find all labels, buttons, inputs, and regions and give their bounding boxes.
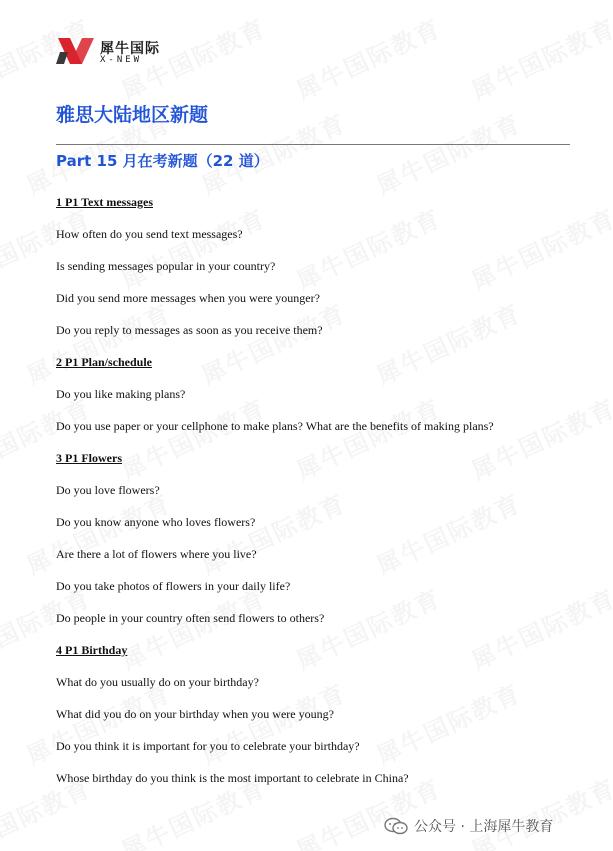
- brand-logo: [56, 36, 176, 70]
- question-item: Do people in your country often send flowers to others?: [56, 611, 325, 625]
- question-item: Do you reply to messages as soon as you receive them?: [56, 323, 323, 337]
- x-new-logo-icon: [56, 36, 96, 66]
- question-item: Do you know anyone who loves flowers?: [56, 515, 256, 529]
- watermark-text: [290, 9, 446, 107]
- footer-text: 公众号 · 上海犀牛教育: [414, 819, 554, 835]
- question-item: What do you usually do on your birthday?: [56, 675, 259, 689]
- question-item: Do you love flowers?: [56, 483, 160, 497]
- logo-english-name: X-NEW: [100, 55, 143, 65]
- question-item: Did you send more messages when you were younger?: [56, 291, 320, 305]
- watermark-text: [465, 9, 613, 107]
- wechat-icon: [384, 817, 408, 835]
- footer-attribution: [384, 815, 604, 837]
- part-heading: Part 15 月在考新题（22 道）: [56, 152, 269, 170]
- question-item: What did you do on your birthday when you were young?: [56, 707, 334, 721]
- logo-chinese-name: 犀牛国际: [100, 41, 160, 57]
- section-heading: 3 P1 Flowers: [56, 451, 122, 465]
- question-item: Are there a lot of flowers where you live?: [56, 547, 257, 561]
- page-title: 雅思大陆地区新题: [56, 104, 209, 126]
- question-item: Whose birthday do you think is the most important to celebrate in China?: [56, 771, 409, 785]
- question-item: Do you use paper or your cellphone to make plans? What are the benefits of making plans?: [56, 419, 494, 433]
- question-item: Do you take photos of flowers in your daily life?: [56, 579, 291, 593]
- section-heading: 1 P1 Text messages: [56, 195, 153, 209]
- divider: [56, 144, 570, 145]
- question-item: How often do you send text messages?: [56, 227, 243, 241]
- section-heading: 2 P1 Plan/schedule: [56, 355, 153, 369]
- section-heading: 4 P1 Birthday: [56, 643, 128, 657]
- question-item: Do you think it is important for you to celebrate your birthday?: [56, 739, 360, 753]
- question-item: Is sending messages popular in your country?: [56, 259, 276, 273]
- question-item: Do you like making plans?: [56, 387, 186, 401]
- question-list: [56, 184, 596, 792]
